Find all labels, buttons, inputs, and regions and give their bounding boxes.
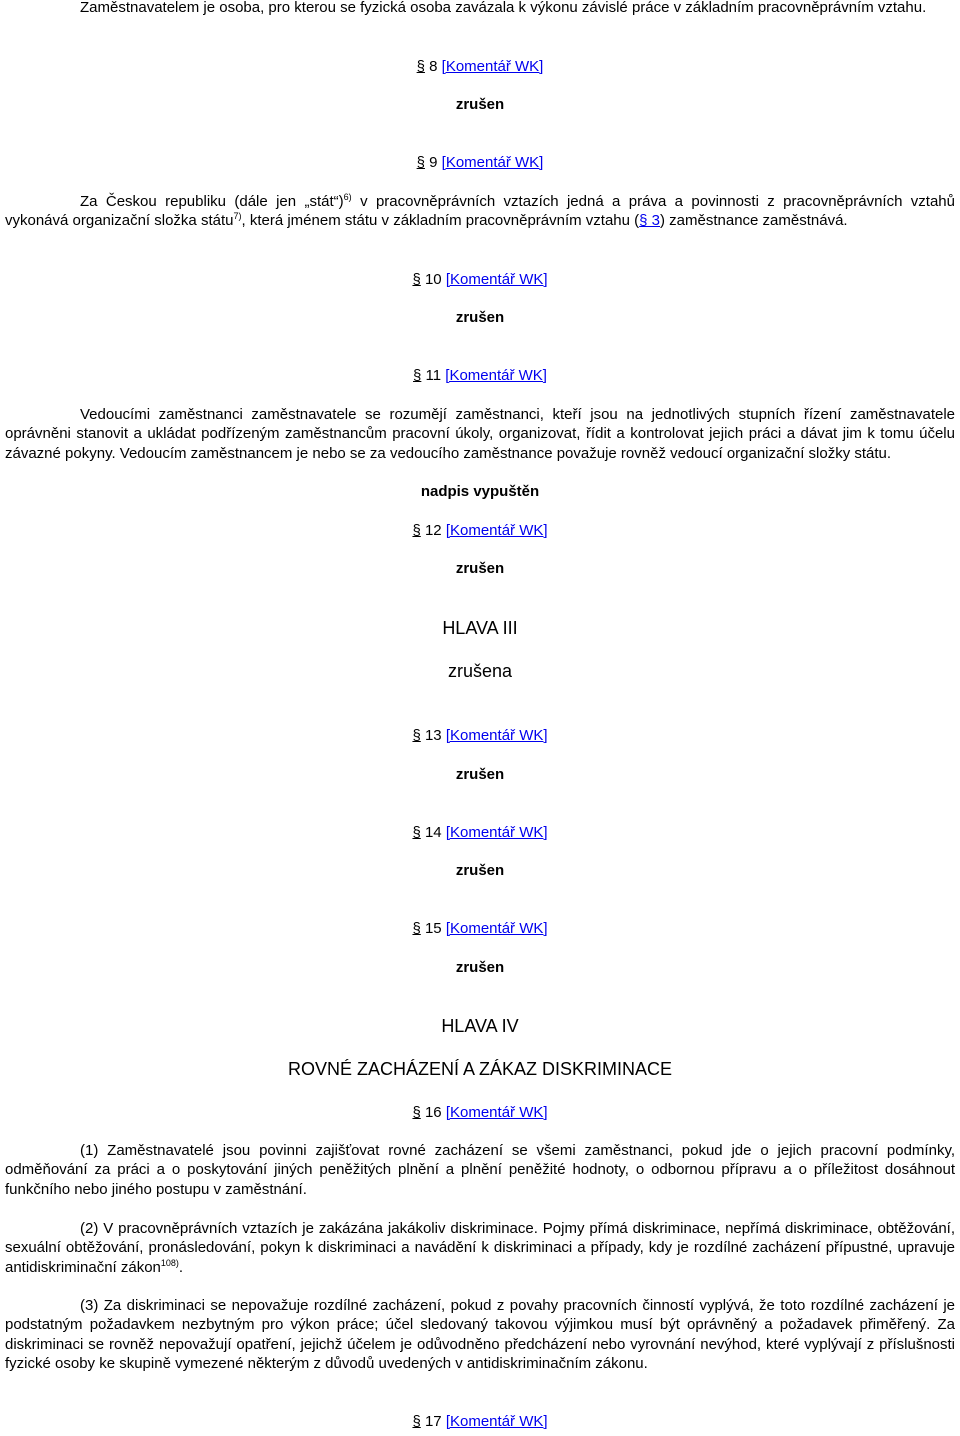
heading-removed-label: nadpis vypuštěn bbox=[420, 483, 540, 500]
section-heading-16: § 16 [Komentář WK] bbox=[412, 1104, 548, 1121]
section-sign-icon: § bbox=[416, 154, 425, 171]
section-sign-icon: § bbox=[412, 522, 421, 539]
footnote-ref-108[interactable]: 108) bbox=[160, 1257, 179, 1268]
footnote-ref-7[interactable]: 7) bbox=[233, 211, 242, 222]
section-heading-13: § 13 [Komentář WK] bbox=[412, 727, 548, 744]
repealed-label-8: zrušen bbox=[455, 96, 505, 113]
chapter-heading-3: HLAVA III bbox=[442, 618, 518, 638]
comment-link-11[interactable]: [Komentář WK] bbox=[445, 367, 547, 384]
comment-link-9[interactable]: [Komentář WK] bbox=[441, 154, 544, 171]
repealed-label-15: zrušen bbox=[455, 959, 505, 976]
paragraph-employer-definition: Zaměstnavatelem je osoba, pro kterou se fyzická osoba zavázala k výkonu závislé práce v základním pracovněprávním vztahu. bbox=[80, 0, 927, 16]
repealed-label-10: zrušen bbox=[455, 309, 505, 326]
repealed-label-12: zrušen bbox=[455, 560, 505, 577]
paragraph-16-3: (3) Za diskriminaci se nepovažuje rozdílné zacházení, pokud z povahy pracovních činností vyplývá, že toto rozdílné zacházení je podstatným požadavkem nezbytným pro výkon práce; účel sledovaný takovou výjimkou musí být oprávněný a požadavek přiměřený. Za diskriminaci se rovněž nepovažují opatření, jejichž účelem je odůvodněno předcházení nebo vyrovnání nevýhod, které vyplývají z příslušnosti fyzické osoby ke skupině vymezené některým z důvodů uvedených v antidiskriminačním zákonu. bbox=[5, 1297, 955, 1373]
comment-link-10[interactable]: [Komentář WK] bbox=[445, 271, 548, 288]
repealed-label-14: zrušen bbox=[455, 862, 505, 879]
section-heading-8: § 8 [Komentář WK] bbox=[416, 58, 544, 75]
paragraph-16-1: (1) Zaměstnavatelé jsou povinni zajišťovat rovné zacházení se všemi zaměstnanci, pokud jde o jejich pracovní podmínky, odměňování za práci a o poskytování jiných peněžitých plnění a plnění peněžité hodnoty, o odbornou přípravu a o příležitost dosáhnout funkčního nebo jiného postupu v zaměstnání. bbox=[5, 1142, 955, 1198]
section-heading-14: § 14 [Komentář WK] bbox=[412, 824, 548, 841]
repealed-label-13: zrušen bbox=[455, 766, 505, 783]
section-sign-icon: § bbox=[412, 824, 421, 841]
paragraph-16-2: (2) V pracovněprávních vztazích je zakázána jakákoliv diskriminace. Pojmy přímá diskriminace, nepřímá diskriminace, obtěžování, sexuální obtěžování, pronásledování, pokyn k diskriminaci a navádění k diskriminaci a případy, kdy je rozdílné zacházení přípustné, upravuje antidiskriminační zákon$^{108)}$. bbox=[5, 1220, 955, 1276]
footnote-ref-6[interactable]: 6) bbox=[343, 192, 352, 202]
comment-link-17[interactable]: [Komentář WK] bbox=[445, 1413, 548, 1430]
chapter-heading-4: HLAVA IV bbox=[441, 1016, 519, 1036]
section-sign-icon: § bbox=[412, 271, 421, 288]
section-heading-15: § 15 [Komentář WK] bbox=[412, 920, 548, 937]
comment-link-14[interactable]: [Komentář WK] bbox=[445, 824, 548, 841]
section-sign-icon: § bbox=[412, 1104, 421, 1121]
comment-link-13[interactable]: [Komentář WK] bbox=[445, 727, 548, 744]
paragraph-section-9: Za Českou republiku (dále jen „stát“)$^{6)}$ v pracovněprávních vztazích jedná a práva a povinnosti z pracovněprávních vztahů vykonává organizační složka státu$^{7)}$, která jménem státu v základním pracovněprávním vztahu (§ 3) zaměstnance zaměstnává. bbox=[5, 192, 955, 230]
chapter-status-3: zrušena bbox=[447, 661, 513, 681]
section-heading-17: § 17 [Komentář WK] bbox=[412, 1413, 548, 1430]
comment-link-15[interactable]: [Komentář WK] bbox=[445, 920, 548, 937]
section-sign-icon: § bbox=[416, 58, 425, 75]
comment-link-12[interactable]: [Komentář WK] bbox=[445, 522, 548, 539]
comment-link-16[interactable]: [Komentář WK] bbox=[445, 1104, 548, 1121]
section-sign-icon: § bbox=[412, 727, 421, 744]
chapter-title-4: ROVNÉ ZACHÁZENÍ A ZÁKAZ DISKRIMINACE bbox=[287, 1059, 673, 1079]
comment-link-8[interactable]: [Komentář WK] bbox=[441, 58, 544, 75]
section-sign-icon: § bbox=[412, 1413, 421, 1430]
paragraph-section-11: Vedoucími zaměstnanci zaměstnavatele se rozumějí zaměstnanci, kteří jsou na jednotlivých stupních řízení zaměstnavatele oprávněni stanovit a ukládat podřízeným zaměstnancům pracovní úkoly, organizovat, řídit a kontrolovat jejich práci a dávat jim k tomu účelu závazné pokyny. Vedoucím zaměstnancem je nebo se za vedoucího zaměstnance považuje rovněž vedoucí organizační složky státu. bbox=[5, 406, 955, 462]
section-heading-10: § 10 [Komentář WK] bbox=[412, 271, 548, 288]
section-heading-9: § 9 [Komentář WK] bbox=[416, 154, 544, 171]
section-heading-11: § 11 [Komentář WK] bbox=[413, 367, 547, 384]
link-section-3[interactable]: § 3 bbox=[639, 212, 661, 230]
section-heading-12: § 12 [Komentář WK] bbox=[412, 522, 548, 539]
section-sign-icon: § bbox=[412, 920, 421, 937]
section-sign-icon: § bbox=[413, 367, 422, 384]
